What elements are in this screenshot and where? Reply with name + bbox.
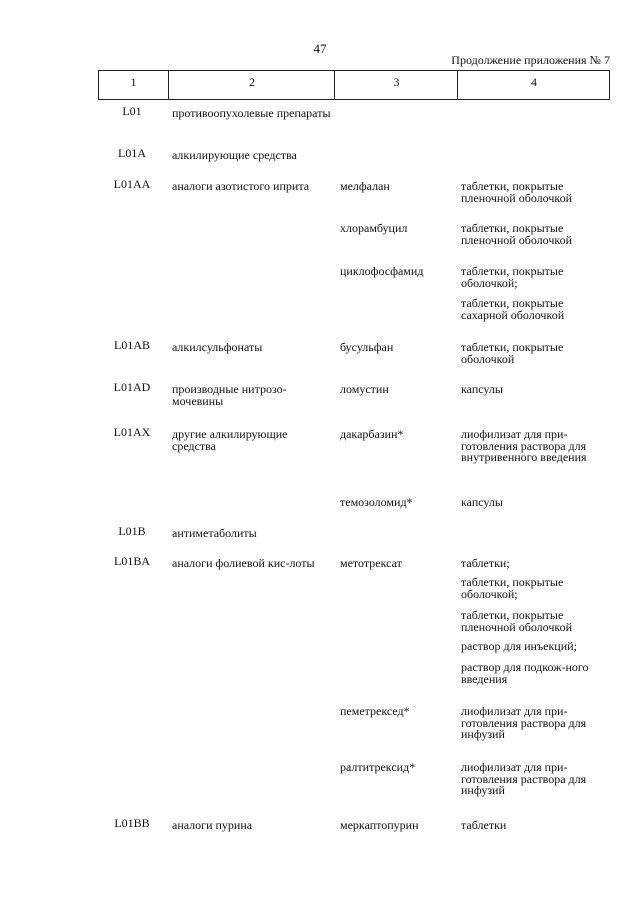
- drug-name: ломустин: [340, 382, 389, 396]
- atc-code: L01AD: [113, 380, 151, 394]
- group-name: другие алкилирующие средства: [172, 427, 288, 453]
- header-col-4: 4: [457, 71, 610, 99]
- group-name: противоопухолевые препараты: [172, 106, 331, 120]
- drug-name: дакарбазин*: [340, 427, 404, 441]
- dosage-form: лиофилизат для при-готовления раствора для инфузий: [461, 704, 587, 741]
- drug-name: меркаптопурин: [340, 818, 419, 832]
- dosage-form: таблетки, покрытые оболочкой;: [461, 575, 564, 601]
- drug-name: хлорамбуцил: [340, 221, 408, 235]
- drug-name: пеметрексед*: [340, 704, 410, 718]
- atc-code: L01AB: [114, 338, 150, 352]
- page-number: 47: [313, 41, 327, 56]
- atc-code: L01BA: [114, 554, 150, 568]
- drug-name: мелфалан: [340, 179, 390, 193]
- dosage-form: раствор для подкож-ного введения: [461, 660, 589, 686]
- dosage-form: таблетки, покрытые оболочкой;: [461, 264, 564, 290]
- drug-name: бусульфан: [340, 340, 394, 354]
- dosage-form: лиофилизат для при-готовления раствора для инфузий: [461, 760, 587, 797]
- dosage-form: раствор для инъекций;: [461, 639, 577, 653]
- drug-name: темозоломид*: [340, 495, 413, 509]
- dosage-form: таблетки, покрытые пленочной оболочкой: [461, 179, 573, 205]
- dosage-form: капсулы: [461, 382, 503, 396]
- group-name: антиметаболиты: [172, 526, 257, 540]
- group-name: аналоги азотистого иприта: [172, 179, 310, 193]
- group-name: аналоги фолиевой кис-лоты: [172, 556, 315, 570]
- dosage-form: лиофилизат для при-готовления раствора для внутривенного введения: [461, 427, 587, 464]
- dosage-form: таблетки, покрытые сахарной оболочкой: [461, 296, 565, 322]
- group-name: аналоги пурина: [172, 818, 253, 832]
- group-name: алкилсульфонаты: [172, 340, 263, 354]
- header-col-2: 2: [168, 71, 335, 99]
- dosage-form: капсулы: [461, 495, 503, 509]
- atc-code: L01B: [118, 524, 146, 538]
- atc-code: L01: [122, 104, 142, 118]
- drug-name: циклофосфамид: [340, 264, 424, 278]
- table-header: [98, 70, 610, 100]
- dosage-form: таблетки, покрытые пленочной оболочкой: [461, 221, 573, 247]
- group-name: производные нитрозо-мочевины: [172, 382, 287, 408]
- atc-code: L01AX: [113, 425, 151, 439]
- dosage-form: таблетки, покрытые пленочной оболочкой: [461, 608, 573, 634]
- atc-code: L01AA: [113, 177, 151, 191]
- atc-code: L01BB: [114, 816, 150, 830]
- group-name: алкилирующие средства: [172, 148, 297, 162]
- appendix-note: Продолжение приложения № 7: [451, 53, 610, 67]
- dosage-form: таблетки;: [461, 556, 510, 570]
- header-col-3: 3: [334, 71, 458, 99]
- dosage-form: таблетки, покрытые оболочкой: [461, 340, 564, 366]
- drug-name: ралтитрексид*: [340, 760, 416, 774]
- drug-name: метотрексат: [340, 556, 402, 570]
- atc-code: L01A: [118, 146, 146, 160]
- header-col-1: 1: [130, 75, 137, 89]
- dosage-form: таблетки: [461, 818, 507, 832]
